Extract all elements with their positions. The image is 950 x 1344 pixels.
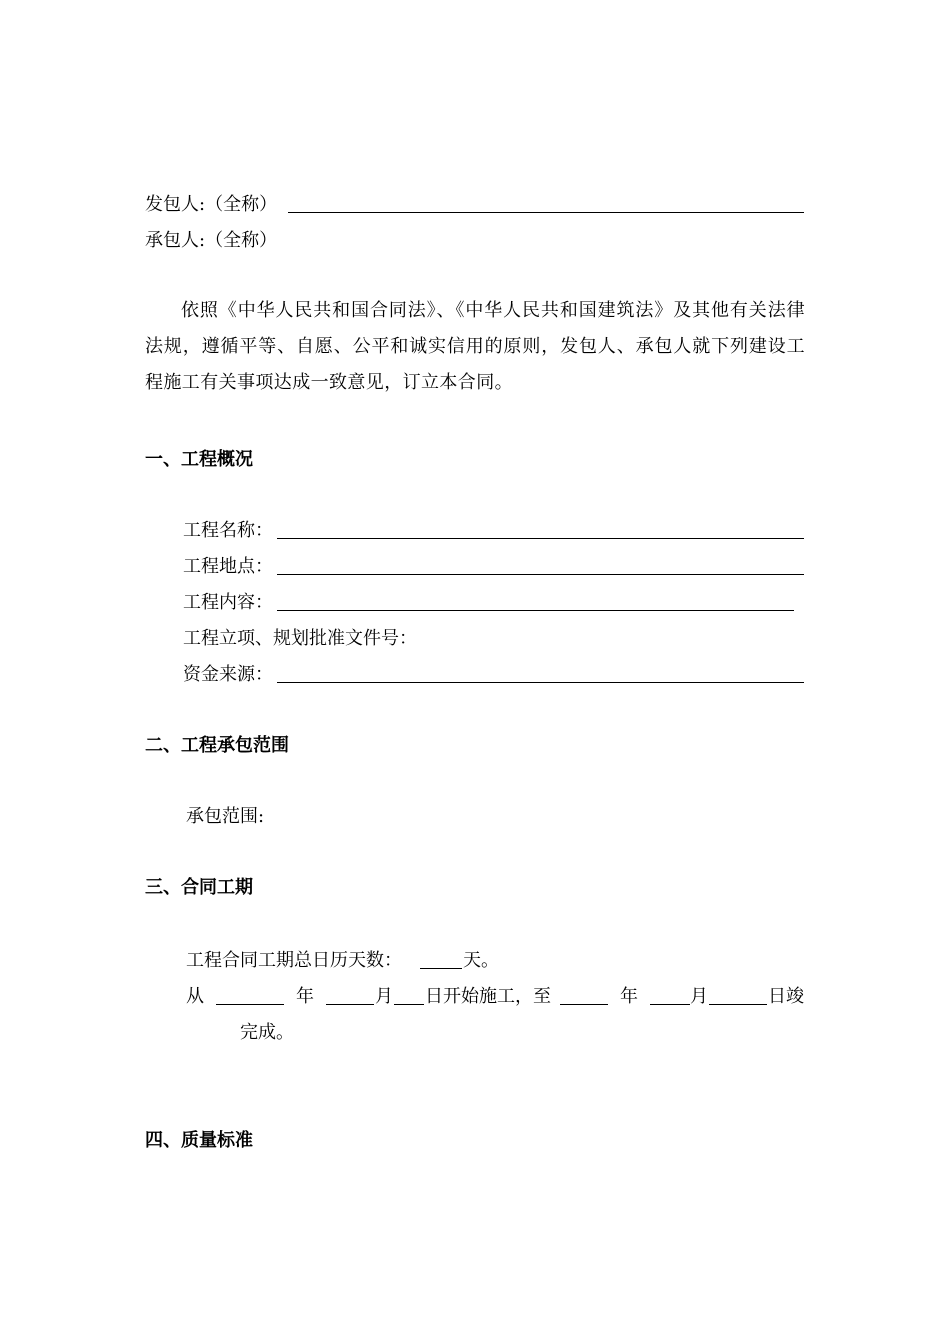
scope-label: 承包范围:	[186, 806, 265, 827]
section-4-heading: 四、质量标准	[145, 1130, 253, 1151]
section-1-heading: 一、工程概况	[145, 449, 253, 470]
section-2-heading: 二、工程承包范围	[145, 735, 289, 756]
preamble-paragraph: 依照《中华人民共和国合同法》、《中华人民共和国建筑法》及其他有关法律法规，遵循平等、自愿、公平和诚实信用的原则，发包人、承包人就下列建设工程施工有关事项达成一致意见，订立本合同。	[145, 300, 805, 393]
project-location-label: 工程地点：	[183, 556, 273, 577]
completion-end-text: 完成。	[240, 1022, 294, 1043]
end-year-field[interactable]	[560, 1004, 608, 1005]
contractor-label: 承包人:（全称）	[145, 230, 278, 251]
end-year-label: 年	[620, 986, 638, 1007]
end-month-field[interactable]	[650, 1004, 690, 1005]
start-year-label: 年	[296, 986, 314, 1007]
project-name-field[interactable]	[277, 538, 804, 539]
project-name-label: 工程名称：	[183, 520, 273, 541]
funding-source-label: 资金来源：	[183, 664, 273, 685]
end-month-label: 月	[690, 986, 708, 1007]
start-work-text: 日开始施工，至	[425, 986, 551, 1007]
from-label: 从	[186, 986, 204, 1007]
total-days-label: 工程合同工期总日历天数：	[186, 950, 402, 971]
funding-source-field[interactable]	[277, 682, 804, 683]
start-month-field[interactable]	[326, 1004, 374, 1005]
employer-name-field[interactable]	[288, 212, 804, 213]
employer-label: 发包人:（全称）	[145, 194, 278, 215]
section-3-heading: 三、合同工期	[145, 877, 253, 898]
project-content-field[interactable]	[277, 610, 794, 611]
start-day-field[interactable]	[394, 1004, 424, 1005]
start-month-label: 月	[375, 986, 393, 1007]
project-content-label: 工程内容：	[183, 592, 273, 613]
end-day-field[interactable]	[709, 1004, 767, 1005]
start-year-field[interactable]	[216, 1004, 284, 1005]
approval-doc-label: 工程立项、规划批准文件号：	[183, 628, 417, 649]
total-days-suffix: 天。	[463, 950, 499, 971]
completion-day-text: 日竣	[768, 986, 804, 1007]
total-days-field[interactable]	[420, 968, 462, 969]
project-location-field[interactable]	[277, 574, 804, 575]
